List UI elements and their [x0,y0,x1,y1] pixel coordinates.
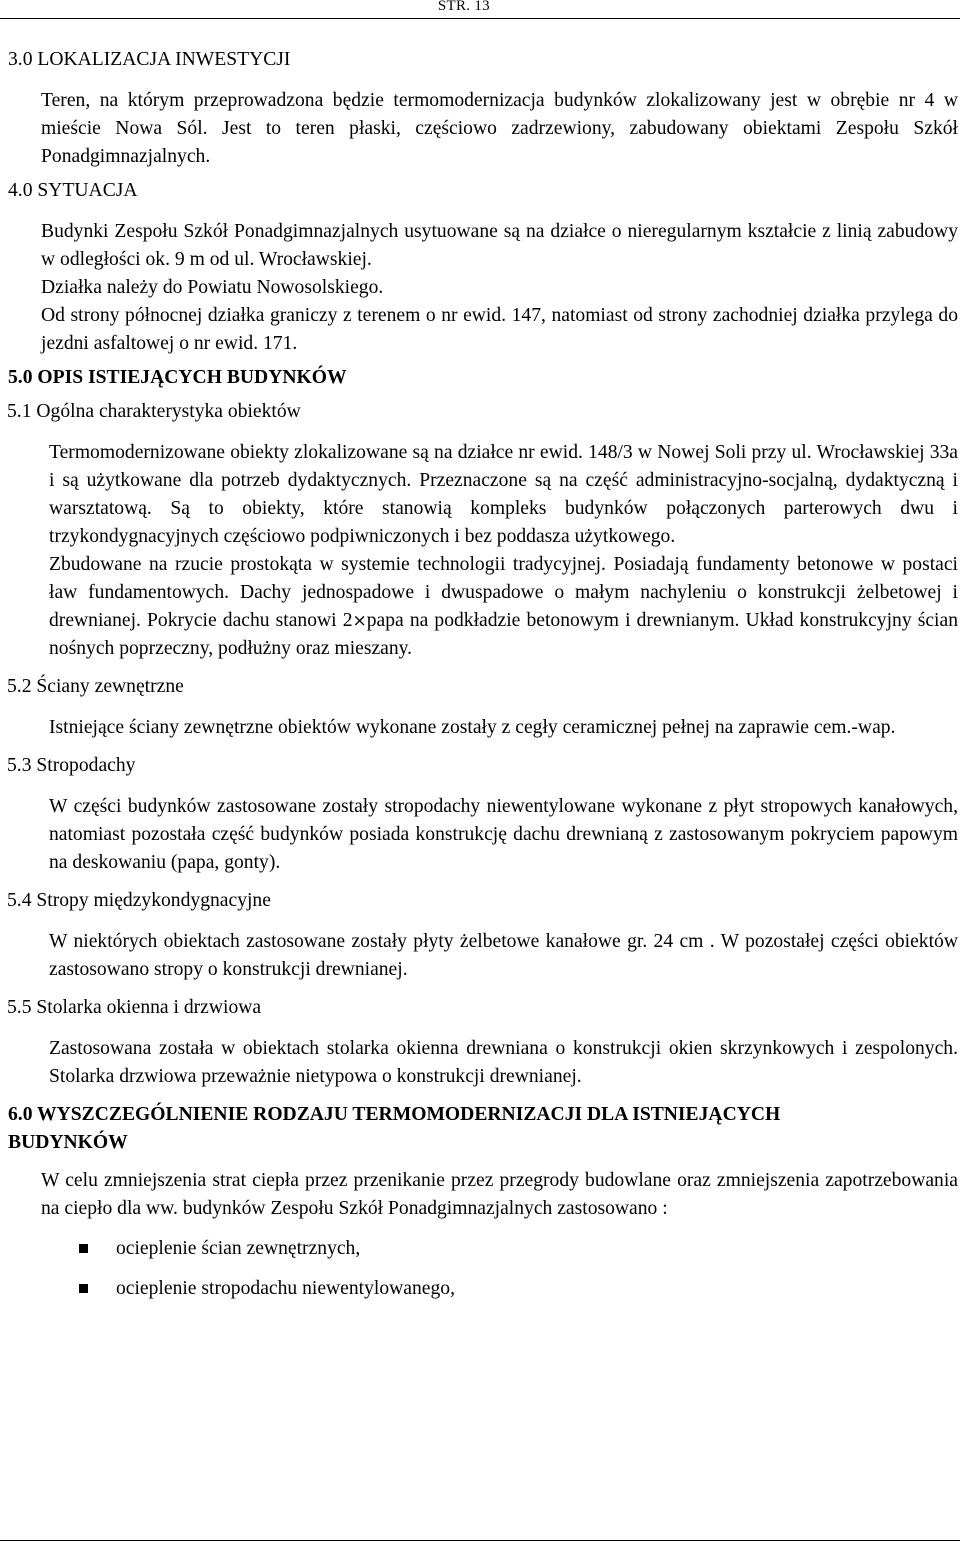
subsection-heading: 5.4 Stropy międzykondygnacyjne [7,890,271,911]
subsection-heading: 5.5 Stolarka okienna i drzwiowa [7,997,262,1018]
footer-rule [0,1540,960,1541]
subsection-heading: 5.1 Ogólna charakterystyka obiektów [7,401,301,422]
bullet-list [0,1235,958,1303]
list-item [79,1275,958,1303]
times-symbol: × [352,611,367,631]
list-item-text: ocieplenie ścian zewnętrznych, [116,1238,361,1259]
paragraph: Istniejące ściany zewnętrzne obiektów wykonane zostały z cegły ceramicznej pełnej na zaprawie cem.-wap. [49,717,896,738]
document-body [0,46,958,1315]
paragraph: Działka należy do Powiatu Nowosolskiego. [41,277,384,298]
page-number: STR. 13 [437,0,490,14]
subsection-heading: 5.3 Stropodachy [7,755,136,776]
paragraph: W niektórych obiektach zastosowane zostały płyty żelbetowe kanałowe gr. 24 cm . W pozostałej części obiektów zastosowano stropy o konstrukcji drewnianej. [49,931,958,980]
section-heading: 3.0 LOKALIZACJA INWESTYCJI [8,49,291,70]
section-4 [0,177,958,358]
section-3 [0,46,958,171]
square-bullet-icon [79,1284,88,1293]
paragraph: W części budynków zastosowane zostały stropodachy niewentylowane wykonane z płyt stropowych kanałowych, natomiast pozostała część budynków posiada konstrukcję dachu drewnianą z zastosowanym pokryciem papowym na deskowaniu (papa, gonty). [49,796,958,873]
paragraph: Teren, na którym przeprowadzona będzie termomodernizacja budynków zlokalizowany jest w obrębie nr 4 w mieście Nowa Sól. Jest to teren płaski, częściowo zadrzewiony, zabudowany obiektami Zespołu Szkół Ponadgimnazjalnych. [41,90,958,167]
list-item [79,1235,958,1263]
paragraph: Od strony północnej działka graniczy z terenem o nr ewid. 147, natomiast od strony zachodniej działka przylega do jezdni asfaltowej o nr ewid. 171. [41,305,958,354]
paragraph-text: papa na podkładzie betonowym i drewnianym. Układ konstrukcyjny ścian nośnych poprzeczny, podłużny oraz mieszany. [49,610,958,659]
paragraph: Budynki Zespołu Szkół Ponadgimnazjalnych usytuowane są na działce o nieregularnym kształcie z linią zabudowy w odległości ok. 9 m od ul. Wrocławskiej. [41,221,958,270]
paragraph: W celu zmniejszenia strat ciepła przez przenikanie przez przegrody budowlane oraz zmniejszenia zapotrzebowania na ciepło dla ww. budynków Zespołu Szkół Ponadgimnazjalnych zastosowano : [41,1170,958,1219]
section-heading: 5.0 OPIS ISTIEJĄCYCH BUDYNKÓW [8,367,347,388]
list-item-text: ocieplenie stropodachu niewentylowanego, [116,1278,455,1299]
paragraph [0,551,958,663]
paragraph-text: Zbudowane na rzucie prostokąta w systemie technologii tradycyjnej. Posiadają fundamenty betonowe w postaci ław fundamentowych. Dachy jednospadowe i dwuspadowe o małym nachyleniu o konstrukcji żelbetowej i drewnianej. Pokrycie dachu stanowi 2 [49,554,958,631]
section-heading: 4.0 SYTUACJA [8,180,138,201]
section-6 [0,1101,958,1303]
subsection-heading: 5.2 Ściany zewnętrzne [7,676,184,697]
paragraph: Zastosowana została w obiektach stolarka okienna drewniana o konstrukcji okien skrzynkowych i zespolonych. Stolarka drzwiowa przeważnie nietypowa o konstrukcji drewnianej. [49,1038,958,1087]
section-heading: 6.0 WYSZCZEGÓLNIENIE RODZAJU TERMOMODERNIZACJI DLA ISTNIEJĄCYCH BUDYNKÓW [8,1104,781,1153]
page-header [0,0,960,20]
paragraph: Termomodernizowane obiekty zlokalizowane są na działce nr ewid. 148/3 w Nowej Soli przy ul. Wrocławskiej 33a i są użytkowane dla potrzeb dydaktycznych. Przeznaczone są na część administracyjno-socjalną, dydaktyczną i warsztatową. Są to obiekty, które stanowią kompleks budynków połączonych parterowych dwu i trzykondygnacyjnych częściowo podpiwniczonych i bez poddasza użytkowego. [49,442,958,547]
section-5 [0,364,958,1091]
square-bullet-icon [79,1244,88,1253]
header-rule [0,18,960,19]
